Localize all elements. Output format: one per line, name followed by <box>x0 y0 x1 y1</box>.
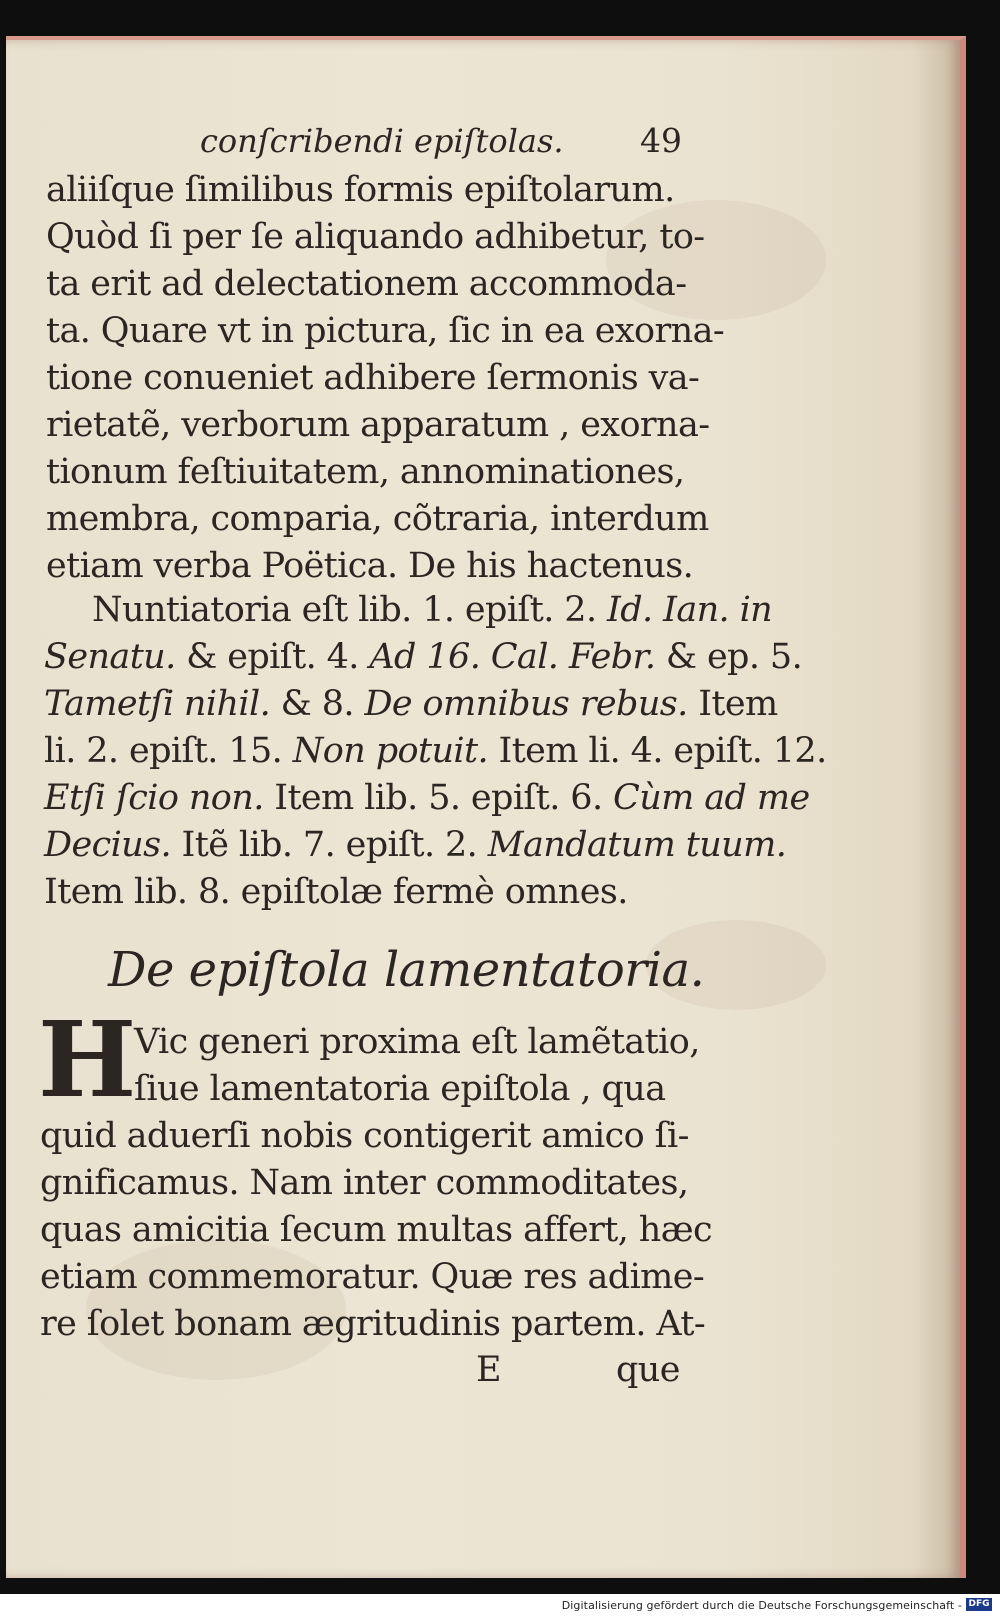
text-line: Vic generi proxima eſt lamẽtatio, <box>134 1022 700 1062</box>
italic-incipit: Ad 16. Cal. Febr. <box>369 637 656 677</box>
citation-line <box>44 825 786 865</box>
italic-incipit: Cùm ad me <box>613 778 810 818</box>
text-line: etiam commemoratur. Quæ res adime- <box>40 1257 705 1297</box>
running-title: conſcribendi epiſtolas. <box>200 122 564 160</box>
text-line: membra, comparia, cõtraria, interdum <box>46 499 709 539</box>
text-line: aliiſque ſimilibus formis epiſtolarum. <box>46 170 675 210</box>
text-line: ſiue lamentatoria epiſtola , qua <box>134 1069 666 1109</box>
text-line: ta erit ad delectationem accommoda- <box>46 264 687 304</box>
dfg-logo: DFG <box>966 1598 992 1611</box>
citation-text: & 8. <box>270 684 365 724</box>
italic-incipit: Id. Ian. in <box>607 590 773 630</box>
funding-note: Digitalisierung gefördert durch die Deutsche Forschungsgemeinschaft - <box>561 1599 962 1612</box>
citation-text: & ep. 5. <box>655 637 803 677</box>
citation-text: Item li. 4. epiſt. 12. <box>487 731 827 771</box>
citation-line <box>44 637 802 677</box>
citation-line <box>44 731 827 771</box>
text-line: rietatẽ, verborum apparatum , exorna- <box>46 405 710 445</box>
section-heading: De epiſtola lamentatoria. <box>108 942 705 998</box>
text-line: tionum feſtiuitatem, annominationes, <box>46 452 685 492</box>
italic-incipit: Etſi ſcio non. <box>44 778 264 818</box>
citation-text: Item lib. 8. epiſtolæ fermè omnes. <box>44 872 628 912</box>
drop-initial: H <box>38 998 137 1121</box>
text-line: etiam verba Poëtica. De his hactenus. <box>46 546 694 586</box>
citation-text: & epiſt. 4. <box>175 637 370 677</box>
citation-line <box>44 872 628 912</box>
text-line: quas amicitia ſecum multas affert, hæc <box>40 1210 713 1250</box>
citation-text: Item <box>687 684 778 724</box>
signature-mark: E <box>476 1350 501 1390</box>
text-line: re ſolet bonam ægritudinis partem. At- <box>40 1304 706 1344</box>
italic-incipit: Tametſi nihil. <box>44 684 271 724</box>
italic-incipit: Mandatum tuum. <box>487 825 787 865</box>
citation-line <box>44 778 810 818</box>
citation-text: Item lib. 5. epiſt. 6. <box>263 778 614 818</box>
text-line: Quòd ſi per ſe aliquando adhibetur, to- <box>46 217 705 257</box>
italic-incipit: Decius. <box>44 825 171 865</box>
italic-incipit: De omnibus rebus. <box>364 684 688 724</box>
italic-incipit: Non potuit. <box>292 731 488 771</box>
citation-text: li. 2. epiſt. 15. <box>44 731 293 771</box>
text-line: quid aduerſi nobis contigerit amico ſi- <box>40 1116 689 1156</box>
catchword: que <box>616 1350 680 1390</box>
page-number: 49 <box>640 121 682 160</box>
text-line: ta. Quare vt in pictura, ſic in ea exorna- <box>46 311 725 351</box>
citation-line <box>44 684 778 724</box>
citation-line <box>92 590 772 630</box>
citation-text: Itẽ lib. 7. epiſt. 2. <box>171 825 488 865</box>
citation-text: Nuntiatoria eſt lib. 1. epiſt. 2. <box>92 590 608 630</box>
text-line: gnificamus. Nam inter commoditates, <box>40 1163 689 1203</box>
text-line: tione conueniet adhibere ſermonis va- <box>46 358 700 398</box>
italic-incipit: Senatu. <box>44 637 176 677</box>
